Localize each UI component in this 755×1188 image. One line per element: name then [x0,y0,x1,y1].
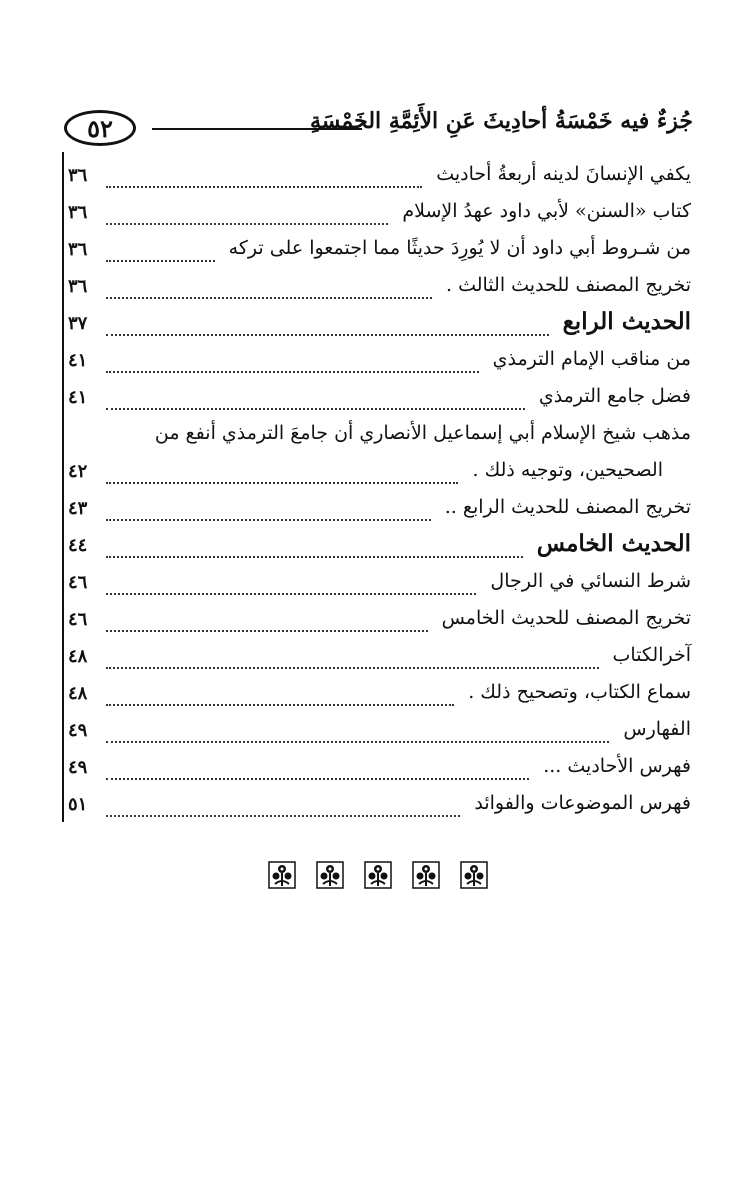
toc-entry-title: آخرالكتاب [612,644,691,666]
toc-entry [68,567,691,604]
toc-entry [68,604,691,641]
leader-dots [106,223,388,225]
floral-ornament-icon [459,860,489,890]
toc-page-number: ٤٣ [68,498,88,519]
leader-dots [106,519,431,521]
toc-section-heading: الحديث الخامس [536,530,691,557]
toc-entry-continuation: الصحيحين، وتوجيه ذلك . [472,459,663,481]
running-title: جُزءٌ فيه خَمْسَةُ أحادِيثَ عَنِ الأَئِمَّةِ الخَمْسَةِ [310,108,693,134]
toc-entry [68,641,691,678]
toc-page-number: ٣٦ [68,239,88,260]
toc-entry-title: تخريج المصنف للحديث الخامس [441,607,691,629]
toc-entry-line [68,419,691,456]
toc-entry-title: الفهارس [623,718,691,740]
toc-entry-title: من مناقب الإمام الترمذي [492,348,691,370]
floral-ornament-icon [267,860,297,890]
toc-entry-title: فهرس الأحاديث ... [543,755,691,777]
toc-page-number: ٣٦ [68,276,88,297]
leader-dots [106,778,529,780]
toc-entry-title: تخريج المصنف للحديث الرابع .. [444,496,691,518]
leader-dots [106,593,476,595]
floral-ornament-icon [363,860,393,890]
toc-entry [68,160,691,197]
toc-entry-title: يكفي الإنسانَ لدينه أربعةُ أحاديث [436,163,691,185]
toc-entry [68,382,691,419]
toc-page-number: ٤٨ [68,683,88,704]
toc-page-number: ٤١ [68,387,88,408]
toc-page-number: ٤٩ [68,757,88,778]
toc-entry-title: سماع الكتاب، وتصحيح ذلك . [468,681,691,703]
table-of-contents [68,160,691,826]
floral-ornament-icon [315,860,345,890]
toc-entry-title: فهرس الموضوعات والفوائد [474,792,691,814]
leader-dots [106,260,215,262]
leader-dots [106,704,454,706]
leader-dots [106,482,458,484]
toc-entry [68,308,691,345]
toc-entry-title: تخريج المصنف للحديث الثالث . [445,274,691,296]
leader-dots [106,334,549,336]
toc-entry [68,271,691,308]
leader-dots [106,630,428,632]
toc-page-number: ٤٩ [68,720,88,741]
toc-entry-title: شرط النسائي في الرجال [490,570,691,592]
toc-entry [68,715,691,752]
page-number: ٥٢ [64,110,136,146]
toc-page-number: ٤٤ [68,535,88,556]
toc-page-number: ٣٦ [68,202,88,223]
toc-page-number: ٤١ [68,350,88,371]
toc-page-number: ٤٦ [68,572,88,593]
toc-entry [68,197,691,234]
toc-page-number: ٤٢ [68,461,88,482]
toc-page-number: ٤٨ [68,646,88,667]
leader-dots [106,371,479,373]
toc-entry [68,493,691,530]
toc-page-number: ٣٦ [68,165,88,186]
toc-entry [68,530,691,567]
toc-entry-title: كتاب «السنن» لأبي داود عهدُ الإسلام [402,200,691,222]
leader-dots [106,408,525,410]
page-header [60,100,695,150]
toc-entry-title: فضل جامع الترمذي [538,385,691,407]
toc-entry-title: مذهب شيخ الإسلام أبي إسماعيل الأنصاري أن جامعَ الترمذي أنفع من [154,422,691,444]
toc-section-heading: الحديث الرابع [562,308,691,335]
toc-page-number: ٣٧ [68,313,88,334]
ornament-row [0,860,755,890]
leader-dots [106,667,599,669]
leader-dots [106,741,609,743]
leader-dots [106,186,422,188]
toc-page-number: ٥١ [68,794,88,815]
toc-entry [68,234,691,271]
toc-entry [68,678,691,715]
toc-entry-line [68,456,691,493]
leader-dots [106,556,523,558]
leader-dots [106,815,460,817]
left-margin-rule [62,152,64,822]
floral-ornament-icon [411,860,441,890]
toc-entry [68,789,691,826]
toc-entry [68,752,691,789]
toc-entry [68,419,691,493]
toc-entry-title: من شـروط أبي داود أن لا يُورِدَ حديثًا مما اجتمعوا على تركه [228,237,691,259]
toc-entry [68,345,691,382]
toc-page-number: ٤٦ [68,609,88,630]
leader-dots [106,297,432,299]
